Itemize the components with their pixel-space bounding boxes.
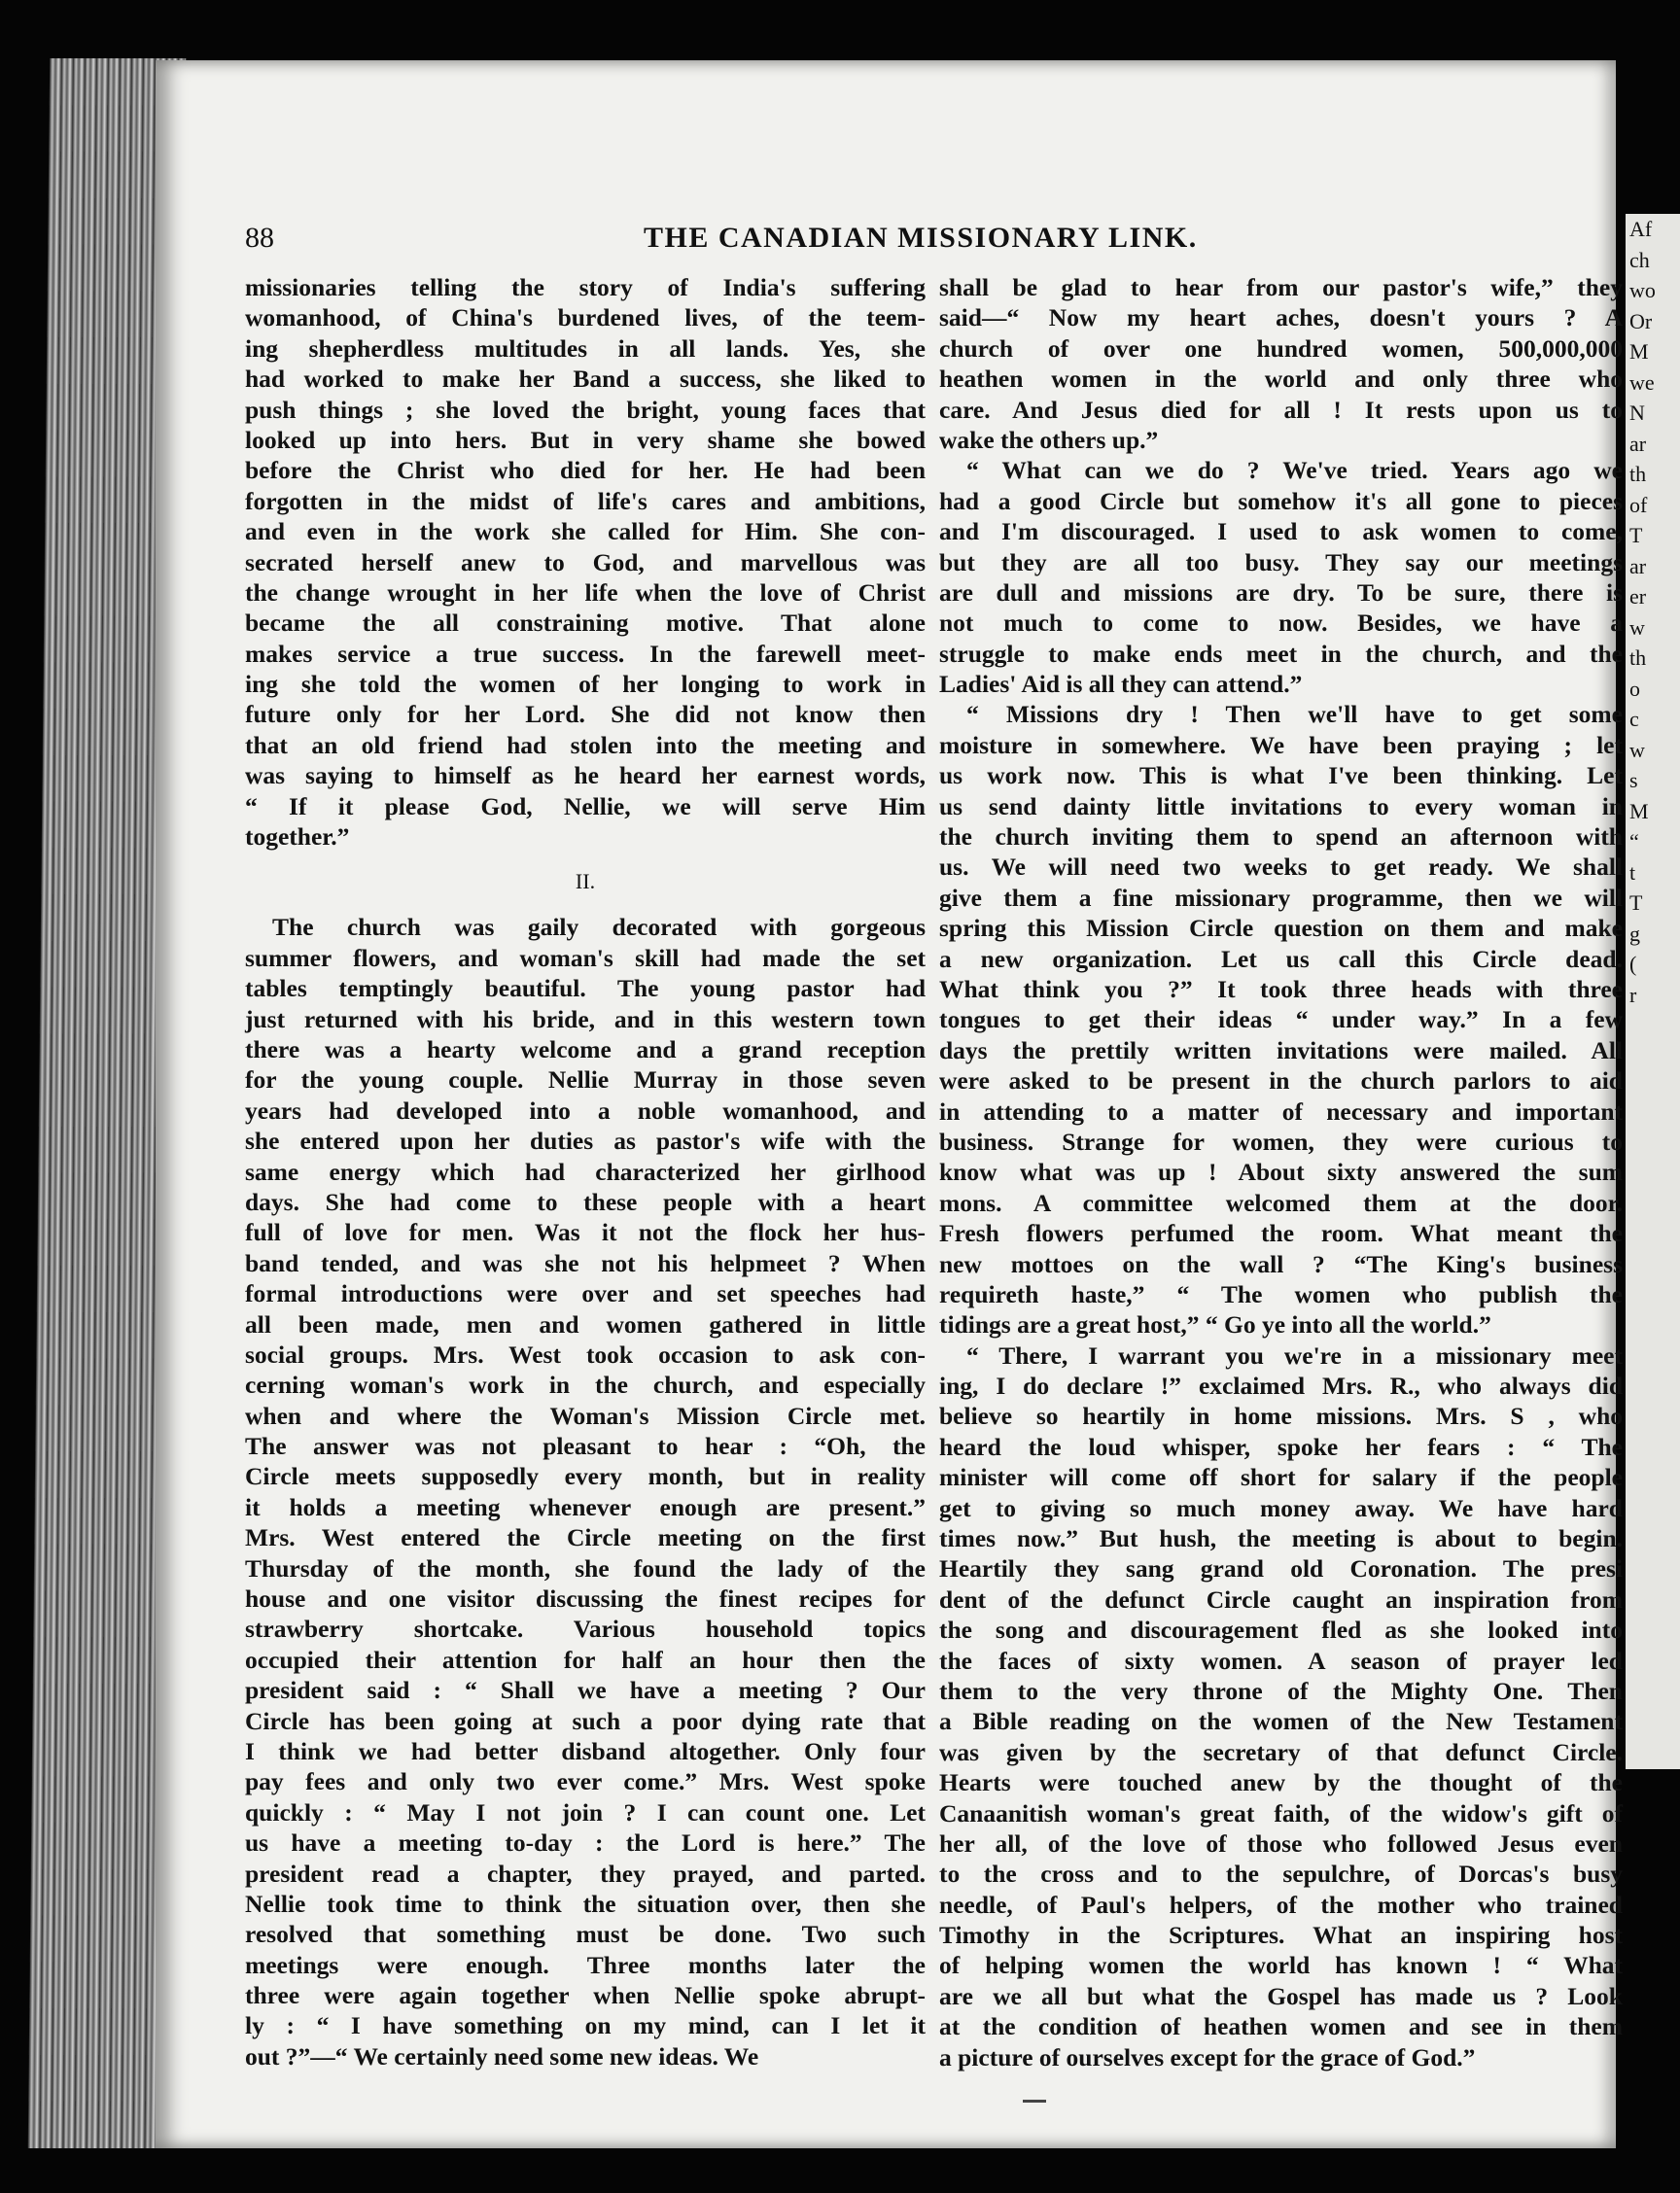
text-line: us. We will need two weeks to get ready. We shall (939, 853, 1623, 882)
facing-fragment: ch (1629, 247, 1650, 272)
facing-fragment: M (1629, 339, 1649, 364)
text-line: were asked to be present in the church parlors to aid (939, 1066, 1623, 1096)
text-line: the faces of sixty women. A season of prayer led (939, 1646, 1623, 1675)
running-title: THE CANADIAN MISSIONARY LINK. (644, 222, 1198, 254)
facing-fragment: T (1629, 890, 1643, 915)
text-line: get to giving so much money away. We have hard (939, 1493, 1623, 1522)
text-line: are dull and missions are dry. To be sure, there is (939, 577, 1623, 607)
text-line: formal introductions were over and set speeches had (245, 1279, 926, 1308)
text-line: us send dainty little invitations to every woman in (939, 791, 1623, 820)
text-line: years had developed into a noble womanhood, and (245, 1096, 926, 1125)
facing-fragment: th (1629, 462, 1647, 486)
text-line: president read a chapter, they prayed, and parted. (245, 1859, 926, 1888)
text-line: not much to come to now. Besides, we have a (939, 609, 1623, 638)
right-paragraph-3 (939, 699, 1623, 1340)
text-line: but they are all too busy. They say our meetings (939, 547, 1623, 576)
facing-fragment: t (1629, 859, 1636, 885)
facing-fragment: we (1629, 369, 1655, 395)
text-line: struggle to make ends meet in the church, and the (939, 639, 1623, 668)
text-line: Thursday of the month, she found the lady of the (245, 1553, 926, 1583)
text-line: was given by the secretary of that defunct Circle. (939, 1737, 1623, 1766)
facing-fragment: of (1629, 492, 1648, 517)
text-line: same energy which had characterized her girlhood (245, 1157, 926, 1186)
facing-fragment: g (1629, 921, 1640, 946)
text-line: had worked to make her Band a success, she liked to (245, 365, 926, 394)
text-line: Circle meets supposedly every month, but in reality (245, 1462, 926, 1491)
text-line: future only for her Lord. She did not know then (245, 700, 926, 729)
text-line: ing, I do declare !” exclaimed Mrs. R., who always did (939, 1372, 1623, 1401)
facing-fragment: ( (1629, 952, 1637, 976)
text-line: Ladies' Aid is all they can attend.” (939, 670, 1303, 699)
text-line: The church was gaily decorated with gorgeous (272, 913, 926, 942)
right-column (939, 272, 1623, 2072)
text-line: requireth haste,” “ The women who publish the (939, 1279, 1623, 1308)
text-line: heard the loud whisper, spoke her fears : “ The (939, 1432, 1623, 1461)
facing-fragment: “ (1629, 829, 1639, 853)
text-line: makes service a true success. In the farewell meet- (245, 639, 926, 668)
facing-fragment: r (1629, 982, 1637, 1007)
text-line: and I'm discouraged. I used to ask women to come, (939, 517, 1623, 546)
text-line: missionaries telling the story of India's suffering (245, 273, 926, 301)
facing-fragment: w (1629, 737, 1645, 762)
facing-fragment: Af (1629, 217, 1653, 241)
text-line: What think you ?” It took three heads with three (939, 974, 1623, 1003)
facing-fragment: N (1629, 400, 1645, 425)
text-line: Hearts were touched anew by the thought of the (939, 1768, 1623, 1797)
text-line: ly : “ I have something on my mind, can I let it (245, 2011, 926, 2040)
text-line: dent of the defunct Circle caught an inspiration from (939, 1584, 1623, 1614)
text-line: meetings were enough. Three months later the (245, 1950, 926, 1979)
facing-fragment: s (1629, 768, 1638, 792)
facing-fragment: T (1629, 523, 1643, 547)
text-line: said—“ Now my heart aches, doesn't yours ? A (939, 303, 1623, 332)
text-line: together.” (245, 822, 350, 852)
text-line: needle, of Paul's helpers, of the mother who trained (939, 1890, 1623, 1919)
text-line: us have a meeting to-day : the Lord is here.” The (245, 1828, 926, 1858)
page-number: 88 (245, 222, 274, 254)
text-line: the song and discouragement fled as she looked into (939, 1616, 1623, 1645)
text-line: a picture of ourselves except for the grace of God.” (939, 2042, 1476, 2071)
text-line: are we all but what the Gospel has made us ? Look (939, 1981, 1623, 2010)
text-line: days. She had come to these people with a heart (245, 1187, 926, 1216)
facing-fragment: M (1629, 798, 1649, 823)
text-line: at the condition of heathen women and see in them (939, 2012, 1623, 2041)
text-line: Mrs. West entered the Circle meeting on the first (245, 1523, 926, 1552)
text-line: us work now. This is what I've been thinking. Let (939, 761, 1623, 790)
facing-fragment: o (1629, 676, 1640, 701)
facing-fragment: wo (1629, 278, 1656, 302)
text-line: when and where the Woman's Mission Circle met. (245, 1401, 926, 1430)
facing-page-fragment (1626, 214, 1680, 1769)
text-line: shall be glad to hear from our pastor's wife,” they (939, 273, 1623, 301)
text-line: that an old friend had stolen into the meeting and (245, 730, 926, 759)
text-line: forgotten in the midst of life's cares and ambitions, (245, 486, 926, 515)
facing-fragment: w (1629, 614, 1645, 640)
text-line: her all, of the love of those who followed Jesus even (939, 1828, 1623, 1858)
text-line: social groups. Mrs. West took occasion to ask con- (245, 1340, 926, 1369)
text-line: days the prettily written invitations were mailed. All (939, 1035, 1623, 1064)
text-line: just returned with his bride, and in this western town (245, 1004, 926, 1033)
text-line: and even in the work she called for Him. She con- (245, 517, 926, 546)
text-line: all been made, men and women gathered in little (245, 1309, 926, 1339)
text-line: became the all constraining motive. That alone (245, 609, 926, 638)
text-line: out ?”—“ We certainly need some new ideas. We (245, 2041, 759, 2071)
text-line: “ There, I warrant you we're in a missionary meet (966, 1340, 1623, 1370)
text-line: Circle has been going at such a poor dying rate that (245, 1706, 926, 1735)
facing-fragment: c (1629, 707, 1639, 731)
text-line: mons. A committee welcomed them at the door. (939, 1188, 1623, 1217)
text-line: occupied their attention for half an hour then the (245, 1645, 926, 1674)
text-line: tongues to get their ideas “ under way.” In a few (939, 1005, 1623, 1034)
right-paragraph-1 (939, 272, 1623, 455)
text-line: had a good Circle but somehow it's all gone to pieces (939, 486, 1623, 515)
text-line: ing shepherdless multitudes in all lands. Yes, she (245, 333, 926, 363)
text-line: cerning woman's work in the church, and especially (245, 1371, 926, 1400)
text-line: the church inviting them to spend an afternoon with (939, 822, 1623, 852)
text-line: she entered upon her duties as pastor's wife with the (245, 1127, 926, 1156)
text-line: push things ; she loved the bright, young faces that (245, 395, 926, 424)
text-line: times now.” But hush, the meeting is about to begin. (939, 1524, 1623, 1553)
text-line: wake the others up.” (939, 425, 1159, 454)
text-line: it holds a meeting whenever enough are present.” (245, 1492, 926, 1521)
text-line: of helping women the world has known ! “ What (939, 1951, 1623, 1980)
text-line: secrated herself anew to God, and marvellous was (245, 547, 926, 576)
facing-fragment: ar (1629, 431, 1647, 456)
text-line: before the Christ who died for her. He had been (245, 456, 926, 485)
text-line: resolved that something must be done. Two such (245, 1920, 926, 1949)
text-line: a Bible reading on the women of the New Testament (939, 1707, 1623, 1736)
text-line: “ If it please God, Nellie, we will serve Him (245, 791, 926, 820)
text-line: minister will come off short for salary if the people (939, 1463, 1623, 1492)
text-line: tables temptingly beautiful. The young pastor had (245, 974, 926, 1003)
footer-dash (1023, 2100, 1046, 2103)
text-line: Fresh flowers perfumed the room. What meant the (939, 1219, 1623, 1248)
text-line: house and one visitor discussing the finest recipes for (245, 1584, 926, 1614)
text-line: tidings are a great host,” “ Go ye into all the world.” (939, 1310, 1491, 1340)
facing-fragment: th (1629, 645, 1647, 670)
right-paragraph-2 (939, 455, 1623, 699)
text-line: Timothy in the Scriptures. What an inspiring host (939, 1921, 1623, 1950)
text-line: spring this Mission Circle question on them and make (939, 914, 1623, 943)
left-paragraph-1 (245, 272, 926, 852)
text-line: there was a hearty welcome and a grand reception (245, 1034, 926, 1063)
text-line: Nellie took time to think the situation over, then she (245, 1889, 926, 1918)
text-line: know what was up ! About sixty answered the sum (939, 1158, 1623, 1187)
text-line: quickly : “ May I not join ? I can count one. Let (245, 1797, 926, 1827)
text-line: heathen women in the world and only three who (939, 365, 1623, 394)
text-line: The answer was not pleasant to hear : “Oh, the (245, 1432, 926, 1461)
text-line: believe so heartily in home missions. Mrs. S , who (939, 1402, 1623, 1431)
right-paragraph-4 (939, 1340, 1623, 2072)
text-line: for the young couple. Nellie Murray in those seven (245, 1065, 926, 1095)
text-line: them to the very throne of the Mighty One. Then (939, 1676, 1623, 1705)
text-line: Canaanitish woman's great faith, of the widow's gift of (939, 1798, 1623, 1828)
section-marker: II. (575, 869, 596, 894)
text-line: strawberry shortcake. Various household topics (245, 1615, 926, 1644)
text-line: I think we had better disband altogether. Only four (245, 1736, 926, 1765)
left-column (245, 272, 926, 2071)
text-line: give them a fine missionary programme, then we will (939, 883, 1623, 912)
page-header (245, 222, 1606, 261)
text-line: to the cross and to the sepulchre, of Dorcas's busy (939, 1860, 1623, 1889)
text-line: care. And Jesus died for all ! It rests upon us to (939, 395, 1623, 424)
text-line: pay fees and only two ever come.” Mrs. West spoke (245, 1767, 926, 1796)
text-line: in attending to a matter of necessary and important (939, 1096, 1623, 1126)
text-line: moisture in somewhere. We have been praying ; let (939, 730, 1623, 759)
text-line: new mottoes on the wall ? “The King's business (939, 1249, 1623, 1278)
facing-fragment: Or (1629, 308, 1653, 333)
text-line: summer flowers, and woman's skill had made the set (245, 943, 926, 972)
left-paragraph-2 (245, 912, 926, 2071)
text-line: “ Missions dry ! Then we'll have to get some (966, 700, 1623, 729)
facing-fragment: ar (1629, 553, 1647, 578)
text-line: “ What can we do ? We've tried. Years ago we (966, 456, 1623, 485)
text-line: a new organization. Let us call this Circle dead. (939, 944, 1623, 973)
text-line: was saying to himself as he heard her earnest words, (245, 761, 926, 790)
text-line: womanhood, of China's burdened lives, of the teem- (245, 303, 926, 332)
text-line: full of love for men. Was it not the flock her hus- (245, 1218, 926, 1247)
text-line: three were again together when Nellie spoke abrupt- (245, 1981, 926, 2010)
text-line: ing she told the women of her longing to work in (245, 670, 926, 699)
text-line: band tended, and was she not his helpmeet ? When (245, 1248, 926, 1277)
text-line: church of over one hundred women, 500,000,000 (939, 333, 1623, 363)
text-line: the change wrought in her life when the love of Christ (245, 577, 926, 607)
facing-fragment: er (1629, 584, 1647, 609)
text-line: president said : “ Shall we have a meeting ? Our (245, 1676, 926, 1705)
text-line: business. Strange for women, they were curious to (939, 1127, 1623, 1156)
text-line: Heartily they sang grand old Coronation. The presi (939, 1554, 1623, 1584)
text-line: looked up into hers. But in very shame she bowed (245, 425, 926, 454)
